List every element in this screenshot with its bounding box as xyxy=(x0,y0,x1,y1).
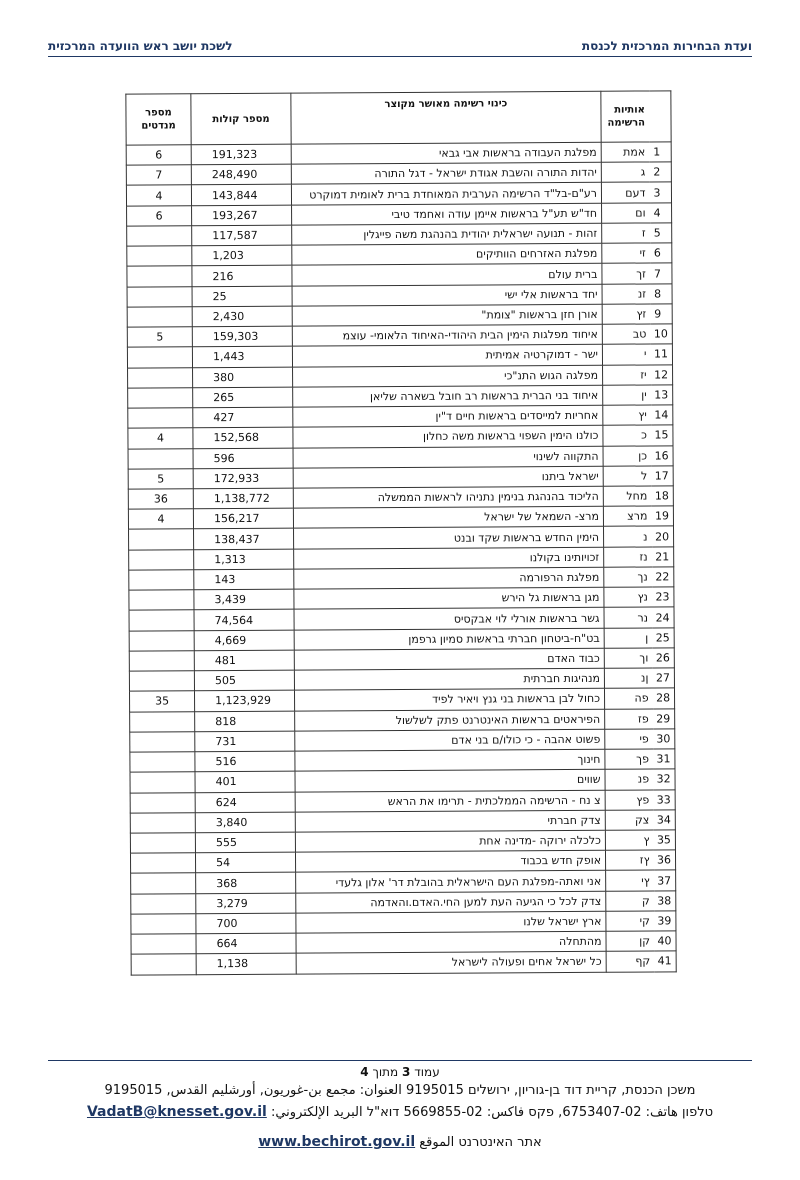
table-row xyxy=(127,304,672,328)
row-list-name: כלכלה ירוקה -מדינה אחת xyxy=(295,830,605,852)
website-link[interactable]: www.bechirot.gov.il xyxy=(258,1134,416,1150)
row-number: 37 xyxy=(654,870,676,890)
row-mandates xyxy=(128,388,193,409)
row-mandates xyxy=(127,286,192,307)
row-list-name: הימין החדש בראשות שקד ובנט xyxy=(294,527,604,549)
row-list-name: רע"ם-בל"ד הרשימה הערבית המאוחדת ברית לאומית דמוקרט xyxy=(291,183,601,205)
row-number: 11 xyxy=(650,344,672,364)
row-letters: צק xyxy=(605,810,653,831)
table-row xyxy=(129,627,674,651)
row-letters: כ xyxy=(603,425,651,446)
row-mandates xyxy=(127,246,192,267)
row-letters: ין xyxy=(603,385,651,406)
row-mandates xyxy=(129,671,194,692)
row-letters: ל xyxy=(603,466,651,487)
row-mandates xyxy=(130,752,195,773)
row-mandates: 4 xyxy=(126,185,191,206)
table-header-row xyxy=(126,91,671,145)
row-list-name: הפיראטים בראשות האינטרנט פתק לשלשול xyxy=(295,709,605,731)
row-number: 26 xyxy=(652,648,674,668)
row-mandates xyxy=(130,792,195,813)
row-list-name: מפלגת האזרחים הוותיקים xyxy=(292,243,602,265)
row-letters: קף xyxy=(606,951,654,972)
row-number: 13 xyxy=(651,385,673,405)
row-number: 35 xyxy=(653,830,675,850)
table-row xyxy=(129,668,674,692)
row-letters: זי xyxy=(602,243,650,264)
row-mandates xyxy=(131,954,196,975)
row-number: 39 xyxy=(654,911,676,931)
row-number: 32 xyxy=(653,769,675,789)
row-votes: 624 xyxy=(195,792,295,813)
row-list-name: כל ישראל אחים ופעולה לישראל xyxy=(296,952,606,974)
table-row xyxy=(127,344,672,368)
row-list-name: גשר בראשות אורלי לוי אבקסיס xyxy=(294,608,604,630)
row-votes: 138,437 xyxy=(194,529,294,550)
row-list-name: אופק חדש בכבוד xyxy=(295,850,605,872)
row-letters: נ xyxy=(604,526,652,547)
row-letters: אמת xyxy=(601,142,649,163)
page-total: 4 xyxy=(360,1065,369,1079)
row-number: 31 xyxy=(653,749,675,769)
row-votes: 4,669 xyxy=(194,630,294,651)
row-votes: 1,443 xyxy=(192,347,292,368)
row-votes: 516 xyxy=(195,751,295,772)
row-mandates: 35 xyxy=(129,691,194,712)
table-row xyxy=(130,708,675,732)
table-row xyxy=(129,567,674,591)
row-letters: כן xyxy=(603,445,651,466)
row-votes: 427 xyxy=(193,407,293,428)
row-votes: 481 xyxy=(194,650,294,671)
results-table-container xyxy=(125,90,675,971)
row-number: 20 xyxy=(652,526,674,546)
row-letters: מחל xyxy=(603,486,651,507)
row-list-name: ברית עולם xyxy=(292,264,602,286)
row-list-name: מרצ- השמאל של ישראל xyxy=(293,506,603,528)
row-mandates xyxy=(129,590,194,611)
row-letters: ץז xyxy=(605,850,653,871)
row-letters: מרצ xyxy=(603,506,651,527)
row-list-name: אורן חזן בראשות "צומת" xyxy=(292,304,602,326)
row-list-name: ישר - דמוקרטיה אמיתית xyxy=(292,345,602,367)
row-number: 9 xyxy=(650,304,672,324)
table-row xyxy=(131,890,676,914)
table-row xyxy=(128,385,673,409)
row-number: 5 xyxy=(650,223,672,243)
row-mandates xyxy=(128,448,193,469)
table-body xyxy=(126,142,676,975)
table-row xyxy=(126,182,671,206)
row-list-name: יחד בראשות אלי ישי xyxy=(292,284,602,306)
row-letters: דעם xyxy=(601,182,649,203)
table-row xyxy=(131,870,676,894)
page-header xyxy=(48,36,752,56)
table-row xyxy=(128,364,673,388)
row-number: 17 xyxy=(651,466,673,486)
row-votes: 143 xyxy=(194,569,294,590)
row-votes: 159,303 xyxy=(192,326,292,347)
row-mandates: 5 xyxy=(127,327,192,348)
header-letters: אותיות הרשימה xyxy=(601,91,649,142)
row-votes: 143,844 xyxy=(191,185,291,206)
row-mandates xyxy=(128,367,193,388)
row-letters: ג xyxy=(601,162,649,183)
row-letters: וך xyxy=(604,648,652,669)
row-number: 15 xyxy=(651,425,673,445)
table-row xyxy=(131,931,676,955)
row-mandates xyxy=(131,893,196,914)
row-number: 27 xyxy=(652,668,674,688)
row-list-name: איחוד בני הברית בראשות רב חובל בשארה שליאן xyxy=(293,385,603,407)
row-votes: 3,439 xyxy=(194,589,294,610)
row-number: 40 xyxy=(654,931,676,951)
footer-contact xyxy=(48,1104,752,1120)
row-letters: קן xyxy=(606,931,654,952)
row-votes: 3,840 xyxy=(195,812,295,833)
row-number: 33 xyxy=(653,789,675,809)
row-letters: ז xyxy=(602,223,650,244)
row-list-name: ישראל ביתנו xyxy=(293,466,603,488)
table-row xyxy=(127,263,672,287)
row-list-name: צדק לכל כי הגיעה העת למען החי.האדם.והאדמה xyxy=(296,891,606,913)
row-letters: ק xyxy=(606,891,654,912)
row-list-name: מגן בראשות גל הירש xyxy=(294,587,604,609)
page-label: עמוד xyxy=(414,1065,440,1079)
row-votes: 25 xyxy=(192,286,292,307)
row-votes: 555 xyxy=(195,832,295,853)
row-votes: 505 xyxy=(194,670,294,691)
row-mandates xyxy=(128,408,193,429)
row-letters: ן xyxy=(604,628,652,649)
row-letters: ץ xyxy=(605,830,653,851)
row-votes: 380 xyxy=(193,367,293,388)
row-list-name: בט"ח-ביטחון חברתי בראשות סמיון גרפמן xyxy=(294,628,604,650)
row-mandates: 36 xyxy=(128,489,193,510)
row-mandates xyxy=(129,570,194,591)
row-list-name: זכויותינו בקולנו xyxy=(294,547,604,569)
row-letters: ןנ xyxy=(604,668,652,689)
row-letters: פץ xyxy=(605,789,653,810)
row-votes: 1,123,929 xyxy=(194,690,294,711)
row-votes: 1,313 xyxy=(194,549,294,570)
table-row xyxy=(127,223,672,247)
results-table xyxy=(125,90,676,975)
row-votes: 3,279 xyxy=(196,893,296,914)
row-number: 21 xyxy=(652,547,674,567)
row-list-name: כחול לבן בראשות בני גנץ ויאיר לפיד xyxy=(294,689,604,711)
row-mandates xyxy=(130,732,195,753)
footer-website xyxy=(48,1134,752,1150)
table-row xyxy=(127,243,672,267)
row-letters: יז xyxy=(603,365,651,386)
row-mandates xyxy=(127,226,192,247)
row-votes: 117,587 xyxy=(192,225,292,246)
row-number: 6 xyxy=(650,243,672,263)
table-row xyxy=(129,607,674,631)
row-list-name: צדק חברתי xyxy=(295,810,605,832)
row-mandates: 5 xyxy=(128,469,193,490)
row-letters: פה xyxy=(604,688,652,709)
row-votes: 664 xyxy=(196,933,296,954)
row-list-name: אחריות למייסדים בראשות חיים ד"ין xyxy=(293,405,603,427)
row-number: 41 xyxy=(654,951,676,971)
row-number: 3 xyxy=(649,182,671,202)
table-row xyxy=(128,445,673,469)
row-number: 38 xyxy=(654,890,676,910)
row-number: 29 xyxy=(653,708,675,728)
row-number: 18 xyxy=(651,486,673,506)
table-row xyxy=(128,405,673,429)
row-list-name: הליכוד בהנהגת בנימין נתניהו לראשות הממשלה xyxy=(293,486,603,508)
row-mandates xyxy=(129,651,194,672)
table-row xyxy=(127,283,672,307)
row-mandates xyxy=(129,610,194,631)
table-row xyxy=(129,526,674,550)
row-list-name: יהדות התורה והשבת אגודת ישראל - דגל התורה xyxy=(291,163,601,185)
row-votes: 54 xyxy=(195,852,295,873)
row-letters: י xyxy=(602,344,650,365)
row-mandates: 6 xyxy=(126,145,191,166)
table-row xyxy=(129,587,674,611)
row-letters: פי xyxy=(605,729,653,750)
row-number: 22 xyxy=(652,567,674,587)
table-row xyxy=(130,729,675,753)
row-letters: נך xyxy=(604,567,652,588)
row-votes: 1,138 xyxy=(196,954,296,975)
table-row xyxy=(128,425,673,449)
row-list-name: ארץ ישראל שלנו xyxy=(296,911,606,933)
table-row xyxy=(130,810,675,834)
row-number: 8 xyxy=(650,283,672,303)
row-list-name: התקווה לשינוי xyxy=(293,446,603,468)
row-number: 7 xyxy=(650,263,672,283)
row-list-name: מהתחלה xyxy=(296,931,606,953)
row-votes: 2,430 xyxy=(192,306,292,327)
row-list-name: כולנו הימין השפוי בראשות משה כחלון xyxy=(293,426,603,448)
email-link[interactable]: VadatB@knesset.gov.il xyxy=(86,1104,267,1120)
contact-text: טלפון هاتف: 02-6753407, פקס فاكس: 02-5669855 דוא"ל البريد الإلكتروني: xyxy=(270,1105,714,1120)
row-list-name: מפלגת העבודה בראשות אבי גבאי xyxy=(291,142,601,164)
row-letters: קי xyxy=(606,911,654,932)
page-number xyxy=(48,1065,752,1079)
row-votes: 818 xyxy=(195,711,295,732)
table-row xyxy=(128,486,673,510)
row-mandates xyxy=(129,630,194,651)
table-row xyxy=(130,769,675,793)
table-row xyxy=(130,749,675,773)
row-number: 30 xyxy=(653,729,675,749)
row-mandates: 6 xyxy=(127,205,192,226)
header-list-name: כינוי רשימה מאושר מקוצר xyxy=(291,91,601,144)
row-mandates xyxy=(131,934,196,955)
row-letters: זך xyxy=(602,263,650,284)
row-mandates xyxy=(130,833,195,854)
row-letters: פנ xyxy=(605,769,653,790)
row-votes: 700 xyxy=(196,913,296,934)
row-list-name: מפלגת הרפורמה xyxy=(294,567,604,589)
row-votes: 216 xyxy=(192,266,292,287)
row-mandates xyxy=(130,812,195,833)
footer-address: משכן הכנסת, קריית דוד בן-גוריון, ירושלים 9195015 العنوان: مجمع بن-غوريون, أورشليم القدس, 9195015 xyxy=(104,1083,696,1098)
row-list-name: כבוד האדם xyxy=(294,648,604,670)
row-mandates xyxy=(130,853,195,874)
row-letters: פז xyxy=(605,709,653,730)
row-votes: 368 xyxy=(196,873,296,894)
row-number: 10 xyxy=(650,324,672,344)
row-number: 24 xyxy=(652,607,674,627)
footer-divider xyxy=(48,1060,752,1061)
site-label: אתר האינטרנט الموقع xyxy=(419,1135,542,1150)
table-row xyxy=(126,162,671,186)
row-letters: זנ xyxy=(602,284,650,305)
row-number: 2 xyxy=(649,162,671,182)
row-mandates: 4 xyxy=(128,509,193,530)
row-votes: 731 xyxy=(195,731,295,752)
table-row xyxy=(128,506,673,530)
row-votes: 1,138,772 xyxy=(193,488,293,509)
row-letters: טב xyxy=(602,324,650,345)
chairman-office-title: לשכת יושב ראש הוועדה המרכזית xyxy=(48,39,233,53)
row-mandates xyxy=(129,549,194,570)
row-number: 23 xyxy=(652,587,674,607)
row-mandates xyxy=(127,266,192,287)
row-votes: 191,323 xyxy=(191,144,291,165)
row-number: 25 xyxy=(652,627,674,647)
row-number: 1 xyxy=(649,142,671,162)
row-mandates: 7 xyxy=(126,165,191,186)
row-list-name: שווים xyxy=(295,770,605,792)
row-mandates xyxy=(127,307,192,328)
row-number: 16 xyxy=(651,445,673,465)
row-list-name: איחוד מפלגות הימין הבית היהודי-האיחוד הלאומי- עוצמ xyxy=(292,324,602,346)
table-row xyxy=(131,951,676,975)
row-list-name: פשוט אהבה - כי כולו/ם בני אדם xyxy=(295,729,605,751)
row-number: 34 xyxy=(653,810,675,830)
page-current: 3 xyxy=(402,1065,411,1079)
table-row xyxy=(129,688,674,712)
row-mandates xyxy=(130,711,195,732)
row-number: 28 xyxy=(652,688,674,708)
row-letters: ום xyxy=(602,203,650,224)
table-row xyxy=(130,789,675,813)
row-letters: נז xyxy=(604,547,652,568)
row-list-name: זהות - תנועה ישראלית יהודית בהנהגת משה פייגלין xyxy=(292,223,602,245)
table-row xyxy=(128,466,673,490)
row-mandates xyxy=(129,529,194,550)
header-mandates: מספר מנדטים xyxy=(126,94,191,145)
row-letters: נץ xyxy=(604,587,652,608)
row-letters: נר xyxy=(604,607,652,628)
row-letters: פך xyxy=(605,749,653,770)
row-votes: 193,267 xyxy=(192,205,292,226)
row-mandates xyxy=(127,347,192,368)
table-row xyxy=(129,547,674,571)
table-row xyxy=(126,142,671,166)
row-votes: 248,490 xyxy=(191,164,291,185)
row-letters: יץ xyxy=(603,405,651,426)
row-mandates xyxy=(131,873,196,894)
row-list-name: מפלגה הגוש התנ"כי xyxy=(293,365,603,387)
row-votes: 74,564 xyxy=(194,610,294,631)
row-number: 36 xyxy=(653,850,675,870)
row-number: 4 xyxy=(650,203,672,223)
table-row xyxy=(127,324,672,348)
row-votes: 172,933 xyxy=(193,468,293,489)
header-number xyxy=(649,91,671,142)
committee-title: ועדת הבחירות המרכזית לכנסת xyxy=(581,39,752,53)
table-row xyxy=(130,850,675,874)
row-list-name: חינוך xyxy=(295,749,605,771)
row-list-name: צ נח - הרשימה הממלכתית - תרימו את הראש xyxy=(295,790,605,812)
row-votes: 156,217 xyxy=(193,508,293,529)
row-list-name: מנהיגות חברתית xyxy=(294,668,604,690)
row-mandates xyxy=(131,914,196,935)
row-letters: זץ xyxy=(602,304,650,325)
header-divider xyxy=(48,56,752,57)
row-mandates xyxy=(130,772,195,793)
page-of: מתוך xyxy=(372,1065,399,1079)
row-votes: 265 xyxy=(193,387,293,408)
table-row xyxy=(131,911,676,935)
row-votes: 401 xyxy=(195,771,295,792)
header-votes: מספר קולות xyxy=(191,93,291,145)
row-mandates: 4 xyxy=(128,428,193,449)
row-votes: 596 xyxy=(193,448,293,469)
row-letters: ץי xyxy=(606,870,654,891)
row-votes: 152,568 xyxy=(193,427,293,448)
row-number: 14 xyxy=(651,405,673,425)
row-votes: 1,203 xyxy=(192,245,292,266)
table-row xyxy=(130,830,675,854)
row-list-name: אני ואתה-מפלגת העם הישראלית בהובלת דר' אלון גלעדי xyxy=(296,871,606,893)
row-number: 19 xyxy=(651,506,673,526)
row-list-name: חד"ש תע"ל בראשות איימן עודה ואחמד טיבי xyxy=(292,203,602,225)
row-number: 12 xyxy=(651,364,673,384)
table-row xyxy=(129,648,674,672)
table-row xyxy=(127,203,672,227)
